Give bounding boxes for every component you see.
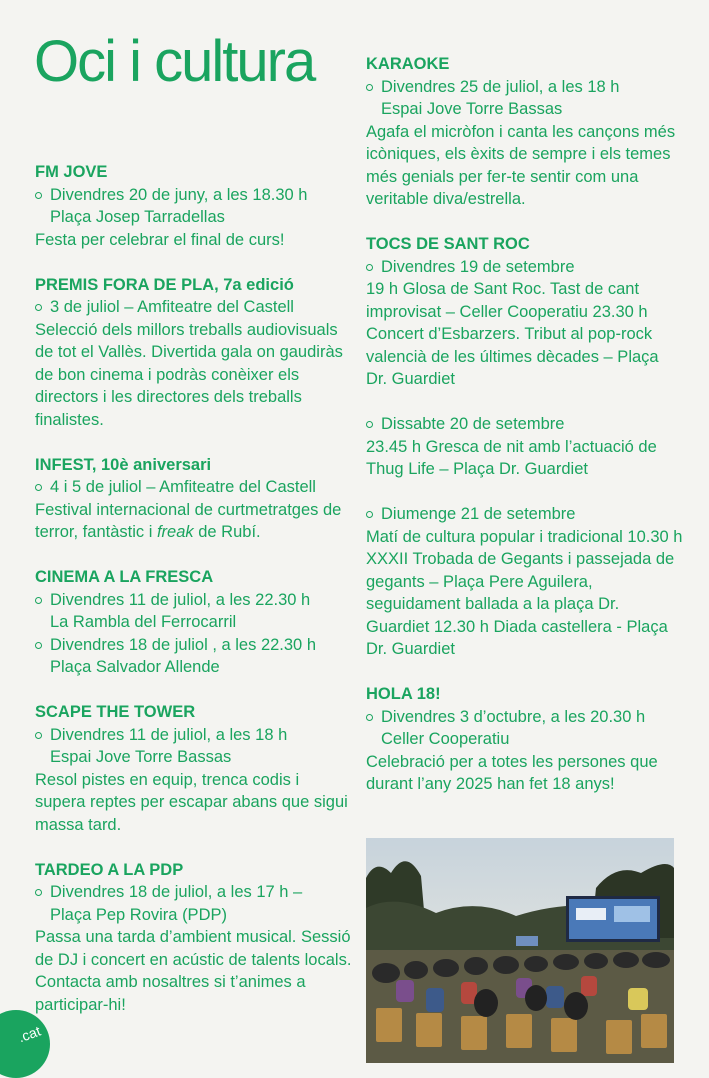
event-description: Celebració per a totes les persones que durant l’any 2025 han fet 18 anys! <box>366 752 658 793</box>
event-date-item <box>35 634 353 679</box>
event-description: Resol pistes en equip, trenca codis i supera reptes per escapar abans que sigui massa tard. <box>35 770 348 834</box>
event-description: Agafa el micròfon i canta les cançons més icòniques, els èxits de sempre i els temes més genials per fer-te sentir com una veritable diva/estrella. <box>366 122 676 208</box>
event-cinema-a-la-fresca <box>35 566 353 679</box>
description-text-end: de Rubí. <box>193 523 261 541</box>
event-date-item <box>35 589 353 634</box>
event-date-item <box>366 413 684 436</box>
event-description: Matí de cultura popular i tradicional 10.30 h XXXII Trobada de Gegants i passejada de gegants – Plaça Pere Aguilera, seguidament ballada a la plaça Dr. Guardiet 12.30 h Diada castellera - Plaça Dr. Guardiet <box>366 527 683 658</box>
event-premis-fora-de-pla <box>35 274 353 432</box>
badge-text: .cat <box>15 1022 43 1046</box>
event-date: 4 i 5 de juliol – Amfiteatre del Castell <box>50 478 316 496</box>
event-date: Divendres 20 de juny, a les 18.30 h <box>50 185 308 204</box>
event-date: 3 de juliol – Amfiteatre del Castell <box>50 298 294 316</box>
event-place: Espai Jove Torre Bassas <box>381 100 563 118</box>
description-text: Festival internacional de curtmetratges de terror, fantàstic i <box>35 500 342 541</box>
event-date-item <box>35 296 353 319</box>
page-title: Oci i cultura <box>34 29 315 94</box>
event-heading: SCAPE THE TOWER <box>35 703 196 721</box>
event-scape-the-tower <box>35 701 353 836</box>
event-heading: CINEMA A LA FRESCA <box>35 568 214 586</box>
event-description: Selecció dels millors treballs audiovisuals de tot el Vallès. Divertida gala on gaudiràs de bon cinema i podràs conèixer els directors i les directores dels treballs finalistes. <box>35 320 343 429</box>
event-hola-18 <box>366 683 684 796</box>
event-date-item <box>35 184 353 229</box>
event-date-item <box>366 706 684 751</box>
event-date: Divendres 11 de juliol, a les 18 h <box>50 725 288 744</box>
left-column <box>35 161 353 1039</box>
event-place: Celler Cooperatiu <box>381 730 510 748</box>
event-date: Divendres 18 de juliol , a les 22.30 h <box>50 635 316 654</box>
event-date: Divendres 25 de juliol, a les 18 h <box>381 77 620 96</box>
event-date: Divendres 19 de setembre <box>381 257 575 276</box>
event-date-item <box>366 76 684 121</box>
event-date: Diumenge 21 de setembre <box>381 505 576 523</box>
event-date-item <box>366 503 684 526</box>
event-description <box>35 499 353 544</box>
event-place: Espai Jove Torre Bassas <box>50 748 232 766</box>
event-description: 19 h Glosa de Sant Roc. Tast de cant improvisat – Celler Cooperatiu 23.30 h Concert d’Esbarzers. Tribut al pop-rock valencià de les últimes dècades – Plaça Dr. Guardiet <box>366 280 659 388</box>
event-heading: KARAOKE <box>366 55 450 73</box>
event-place: Plaça Pep Rovira (PDP) <box>50 905 227 924</box>
event-date-item <box>35 476 353 499</box>
event-date: Divendres 18 de juliol, a les 17 h – <box>50 883 303 901</box>
event-heading: PREMIS FORA DE PLA, 7a edició <box>35 275 294 294</box>
event-heading: HOLA 18! <box>366 685 441 703</box>
description-italic: freak <box>156 523 194 541</box>
event-heading: FM JOVE <box>35 163 108 181</box>
event-date-item <box>35 724 353 769</box>
event-place: Plaça Salvador Allende <box>50 658 220 676</box>
event-heading: TOCS DE SANT ROC <box>366 235 530 253</box>
event-heading: INFEST, 10è aniversari <box>35 455 212 474</box>
event-description: Festa per celebrar el final de curs! <box>35 230 285 249</box>
event-date-item <box>35 881 353 926</box>
event-place: Plaça Josep Tarradellas <box>50 208 225 226</box>
event-tocs-de-sant-roc <box>366 233 684 661</box>
event-date: Divendres 3 d’octubre, a les 20.30 h <box>381 707 646 726</box>
outdoor-cinema-photo <box>366 838 674 1063</box>
event-date: Divendres 11 de juliol, a les 22.30 h <box>50 590 311 609</box>
event-infest <box>35 454 353 544</box>
right-column <box>366 53 684 818</box>
event-place: La Rambla del Ferrocarril <box>50 613 237 631</box>
event-karaoke <box>366 53 684 211</box>
event-fm-jove <box>35 161 353 251</box>
event-date-item <box>366 256 684 279</box>
event-tardeo <box>35 859 353 1017</box>
event-heading: TARDEO A LA PDP <box>35 860 184 879</box>
event-description: Passa una tarda d’ambient musical. Sessió de DJ i concert en acústic de talents locals. Contacta amb nosaltres si t’animes a participar-hi! <box>35 928 352 1014</box>
event-date: Dissabte 20 de setembre <box>381 415 565 433</box>
event-description: 23.45 h Gresca de nit amb l’actuació de Thug Life – Plaça Dr. Guardiet <box>366 437 657 478</box>
